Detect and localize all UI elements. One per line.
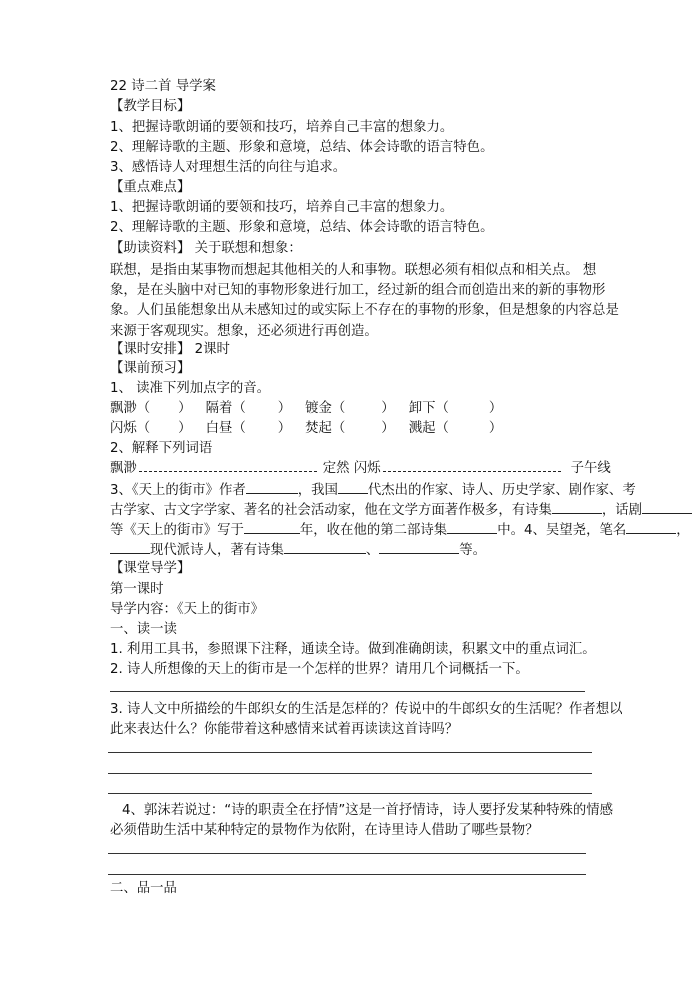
preview-header: 【课前预习】: [110, 361, 191, 376]
pinyin-row: 闪烁（ ） 白昼（ ） 焚起（ ） 溅起（ ）: [110, 421, 503, 436]
key-item: 2、理解诗歌的主题、形象和意境，总结、体会诗歌的语言特色。: [110, 220, 494, 235]
question: 1. 利用工具书，参照课下注释，通读全诗。做到准确朗读，积累文中的重点词汇。: [110, 642, 596, 657]
goal-item: 1、把握诗歌朗诵的要领和技巧，培养自己丰富的想象力。: [110, 120, 454, 135]
preview-question-2: 2、解释下列词语: [110, 441, 213, 456]
schedule: 【课时安排】 2课时: [110, 342, 230, 357]
question: 2. 诗人所想像的天上的街市是一个怎样的世界？请用几个词概括一下。: [110, 662, 529, 677]
q3-line: 古学家、古文字学家、著名的社会活动家，他在文学方面著作极多，有诗集 ，话剧: [110, 499, 692, 521]
key-header: 【重点难点】: [110, 180, 191, 195]
goals-header: 【教学目标】: [110, 99, 191, 114]
lesson-content: 导学内容：《天上的街市》: [110, 602, 264, 617]
page-title: 22 诗二首 导学案: [110, 79, 216, 94]
lesson-label: 第一课时: [110, 582, 164, 597]
goal-item: 2、理解诗歌的主题、形象和意境，总结、体会诗歌的语言特色。: [110, 140, 494, 155]
key-item: 1、把握诗歌朗诵的要领和技巧，培养自己丰富的想象力。: [110, 200, 454, 215]
answer-line[interactable]: [108, 874, 586, 875]
answer-line[interactable]: [108, 773, 592, 774]
class-header: 【课堂导学】: [110, 561, 191, 576]
preview-question-1: 1、 读准下列加点字的音。: [110, 381, 271, 396]
part-title: 二、品一品: [110, 881, 177, 896]
part-title: 一、读一读: [110, 622, 177, 637]
pinyin-row: 飘渺（ ） 隔着（ ） 镀金（ ） 卸下（ ）: [110, 401, 503, 416]
answer-line[interactable]: [110, 691, 585, 692]
answer-line[interactable]: [108, 853, 586, 854]
question: 3. 诗人文中所描绘的牛郎织女的生活是怎样的？传说中的牛郎织女的生活呢？作者想以此来表达什么？你能带着这种感情来试着再读读这首诗吗？: [110, 702, 623, 738]
q3-line: 现代派诗人，著有诗集 、 等。: [110, 539, 486, 561]
word-explain-row: 飘渺 定然 闪烁 子午线: [110, 461, 611, 476]
q3-line: 等《天上的街市》写于 年，收在他的第二部诗集 中。4、吴望尧，笔名 ，: [110, 519, 690, 541]
goal-item: 3、感悟诗人对理想生活的向往与追求。: [110, 160, 347, 175]
question: 4、郭沫若说过：“诗的职责全在抒情”这是一首抒情诗，诗人要抒发某种特殊的情感必须借助生活中某种特定的景物作为依附，在诗里诗人借助了哪些景物？: [110, 803, 614, 839]
answer-line[interactable]: [108, 793, 592, 794]
aid-text: 联想，是指由某事物而想起其他相关的人和事物。联想必须有相似点和相关点。 想象，是在头脑中对已知的事物形象进行加工，经过新的组合而创造出来的新的事物形象。人们虽能想象出从未感知过的或实际上不存在的事物的形象，但是想象的内容总是来源于客观现实。想象，还必须进行再创造。: [110, 263, 619, 339]
q3-line: 3、《天上的街市》作者 ，我国 代杰出的作家、诗人、历史学家、剧作家、考: [110, 479, 636, 501]
answer-line[interactable]: [108, 752, 592, 753]
aid-header: 【助读资料】 关于联想和想象：: [110, 241, 302, 256]
